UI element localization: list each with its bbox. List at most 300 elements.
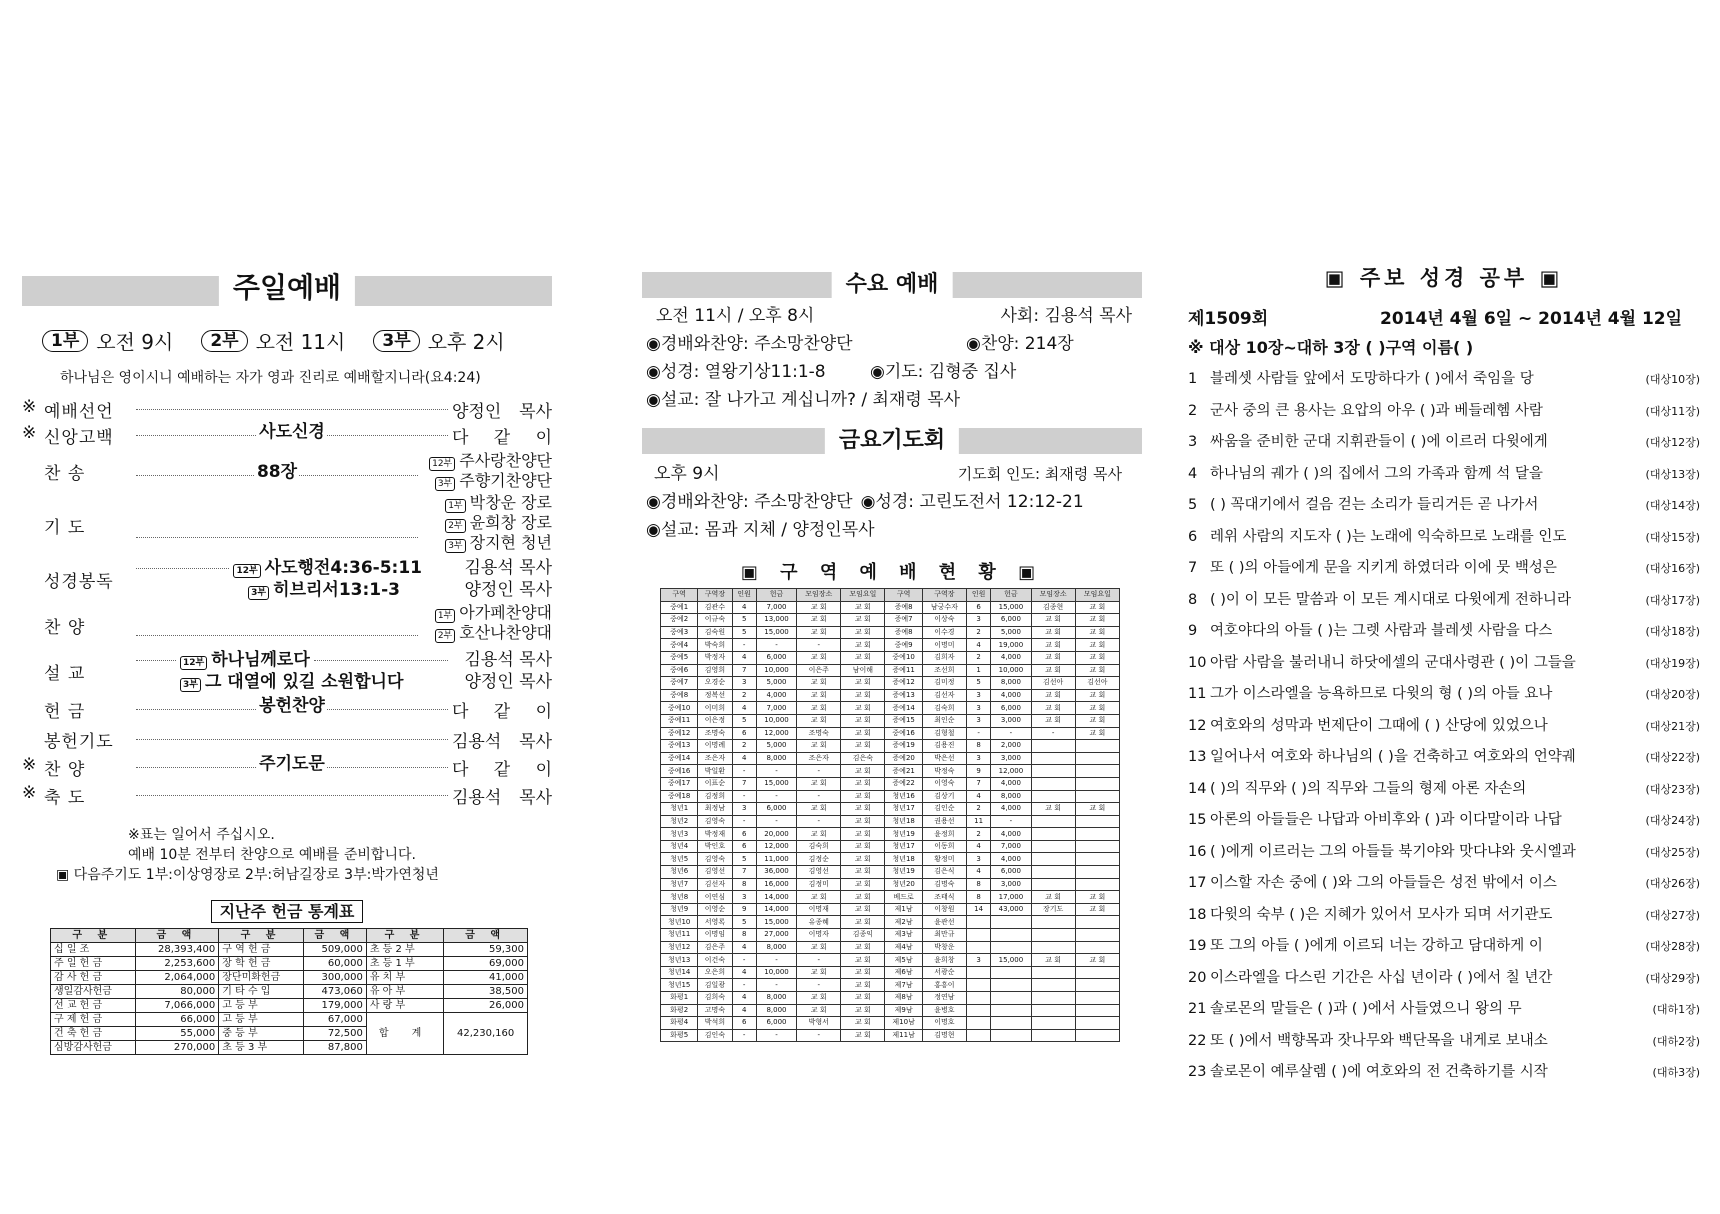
- district-cell: -: [797, 765, 841, 778]
- district-row: [661, 790, 1120, 803]
- district-cell: 4,000: [991, 651, 1031, 664]
- district-cell: 조은자: [797, 752, 841, 765]
- district-cell: 증예20: [885, 752, 922, 765]
- district-cell: 교 회: [1075, 614, 1119, 627]
- district-cell: 이상숙: [922, 614, 966, 627]
- question-reference: (대상11장): [1645, 404, 1700, 418]
- district-cell: 4,000: [756, 689, 796, 702]
- district-cell: 교 회: [841, 689, 885, 702]
- district-cell: 15,000: [756, 626, 796, 639]
- district-cell: [1075, 815, 1119, 828]
- district-cell: 중예13: [661, 740, 698, 753]
- district-cell: [1075, 790, 1119, 803]
- district-cell: 교 회: [797, 803, 841, 816]
- district-cell: 남이해: [841, 664, 885, 677]
- district-cell: 4,000: [991, 853, 1031, 866]
- offering-table-title: 지난주 헌금 통계표: [22, 899, 552, 922]
- sunday-title: 주일예배: [219, 268, 355, 308]
- district-cell: 14,000: [756, 891, 796, 904]
- question-text: 레위 사람의 지도자 ( )는 노래에 익숙하므로 노래를 인도: [1210, 528, 1567, 545]
- district-cell: 4: [732, 702, 756, 715]
- question-number: 18: [1188, 906, 1207, 923]
- district-cell: 교 회: [1031, 651, 1075, 664]
- district-cell: [1075, 866, 1119, 879]
- district-cell: -: [797, 790, 841, 803]
- district-cell: 김은숙: [841, 752, 885, 765]
- offering-cell: 사 랑 부: [366, 999, 443, 1013]
- order-call: ※ 예배선언 양정인 목사: [22, 397, 552, 422]
- district-cell: 교 회: [1075, 626, 1119, 639]
- offering-cell: 초 등 1 부: [366, 957, 443, 971]
- question-list: [1188, 364, 1700, 1089]
- district-cell: [991, 1029, 1031, 1042]
- offering-row: [51, 1013, 528, 1027]
- district-cell: 김정순: [797, 853, 841, 866]
- question-text: ( )에게 이르러는 그의 아들들 북기야와 맛다냐와 웃시엘과: [1210, 843, 1576, 860]
- question-reference: (대상15장): [1645, 530, 1700, 544]
- district-table: [660, 588, 1120, 1042]
- district-cell: 김은식: [922, 866, 966, 879]
- district-cell: 김명숙: [922, 878, 966, 891]
- district-header-cell: 인원: [732, 589, 756, 602]
- district-cell: 교 회: [841, 916, 885, 929]
- district-cell: 청년16: [885, 790, 922, 803]
- district-cell: 김숙희: [797, 840, 841, 853]
- study-question: [1188, 742, 1700, 774]
- district-cell: 교 회: [841, 803, 885, 816]
- question-number: 9: [1188, 623, 1198, 639]
- district-cell: 김희숙: [698, 992, 732, 1005]
- question-text: 솔로몬의 말들은 ( )과 ( )에서 사들였으니 왕의 무: [1210, 1001, 1522, 1017]
- district-cell: [966, 966, 990, 979]
- district-cell: [1031, 1004, 1075, 1017]
- district-cell: [991, 916, 1031, 929]
- district-cell: 1: [966, 664, 990, 677]
- district-cell: 중예8: [661, 689, 698, 702]
- study-question: [1188, 490, 1700, 522]
- district-cell: 43,000: [991, 903, 1031, 916]
- district-cell: [1075, 853, 1119, 866]
- offering-cell: 66,000: [135, 1013, 219, 1027]
- district-cell: 증예8: [885, 626, 922, 639]
- district-cell: 화평5: [661, 1029, 698, 1042]
- district-cell: 조선희: [922, 664, 966, 677]
- district-cell: 6: [732, 727, 756, 740]
- district-cell: 김명현: [922, 1029, 966, 1042]
- district-cell: 5: [732, 714, 756, 727]
- offering-cell: 2,253,600: [135, 957, 219, 971]
- district-header-cell: 구역: [885, 589, 922, 602]
- district-cell: 9: [732, 903, 756, 916]
- district-cell: 3: [966, 954, 990, 967]
- district-cell: 4: [966, 639, 990, 652]
- district-cell: 이동희: [922, 840, 966, 853]
- district-cell: 6: [732, 1017, 756, 1030]
- district-row: [661, 866, 1120, 879]
- district-cell: 5,000: [756, 740, 796, 753]
- district-cell: 김영희: [698, 664, 732, 677]
- district-cell: [966, 992, 990, 1005]
- district-cell: [1075, 1017, 1119, 1030]
- district-cell: 청년8: [661, 891, 698, 904]
- district-cell: 청년4: [661, 840, 698, 853]
- district-cell: 김영선: [797, 866, 841, 879]
- district-cell: 이연심: [698, 891, 732, 904]
- district-cell: 교 회: [1075, 702, 1119, 715]
- district-cell: 김상기: [922, 790, 966, 803]
- district-cell: 6,000: [991, 702, 1031, 715]
- district-cell: 이영순: [698, 903, 732, 916]
- wednesday-sermon: ◉설교: 잘 나가고 계십니까? / 최재령 목사: [646, 390, 961, 410]
- district-cell: 6,000: [756, 651, 796, 664]
- question-reference: (대상22장): [1645, 751, 1700, 764]
- district-cell: 이영숙: [922, 777, 966, 790]
- district-cell: 제10남: [885, 1017, 922, 1030]
- district-header-row: [661, 589, 1120, 602]
- district-cell: 교 회: [841, 878, 885, 891]
- district-cell: 교 회: [1075, 727, 1119, 740]
- district-cell: 7,000: [756, 702, 796, 715]
- district-cell: 중예1: [661, 601, 698, 614]
- district-cell: 교 회: [797, 651, 841, 664]
- district-cell: 7: [732, 866, 756, 879]
- district-cell: 윤정희: [922, 828, 966, 841]
- question-text: 여호와의 성막과 번제단이 그때에 ( ) 산당에 있었으나: [1210, 717, 1548, 734]
- district-cell: 7: [732, 664, 756, 677]
- district-cell: 이명임: [698, 929, 732, 942]
- district-cell: -: [991, 815, 1031, 828]
- district-cell: [1075, 765, 1119, 778]
- district-cell: 윤병호: [922, 1004, 966, 1017]
- district-cell: [1031, 966, 1075, 979]
- district-cell: 교 회: [797, 626, 841, 639]
- district-cell: 증예22: [885, 777, 922, 790]
- question-reference: (대하2장): [1652, 1034, 1700, 1048]
- district-cell: 중예18: [661, 790, 698, 803]
- district-row: [661, 651, 1120, 664]
- hymn-choir-2: 3부 주향기찬양단: [435, 471, 552, 491]
- district-cell: [1031, 777, 1075, 790]
- wednesday-time: 오전 11시 / 오후 8시: [656, 306, 815, 326]
- question-number: 16: [1188, 843, 1207, 860]
- order-creed: ※ 신앙고백 사도신경 다 같 이: [22, 422, 552, 448]
- district-row: [661, 677, 1120, 690]
- district-cell: 8,000: [756, 992, 796, 1005]
- district-cell: 청년15: [661, 979, 698, 992]
- district-cell: 김희자: [922, 651, 966, 664]
- district-cell: 중예6: [661, 664, 698, 677]
- district-cell: 4,000: [991, 803, 1031, 816]
- district-cell: 오경순: [698, 677, 732, 690]
- study-question: [1188, 963, 1700, 995]
- district-row: [661, 966, 1120, 979]
- study-question: [1188, 900, 1700, 932]
- district-cell: 김선아: [1031, 677, 1075, 690]
- question-text: 또 그의 아들 ( )에게 이르되 너는 강하고 담대하게 이: [1210, 938, 1543, 954]
- district-cell: [1075, 941, 1119, 954]
- district-cell: 교 회: [841, 651, 885, 664]
- district-cell: 조은자: [698, 752, 732, 765]
- order-blessing: ※ 축 도 김용석 목사: [22, 783, 552, 808]
- question-number: 4: [1188, 465, 1198, 482]
- district-cell: -: [732, 639, 756, 652]
- district-cell: [1031, 752, 1075, 765]
- study-question: [1188, 364, 1700, 396]
- district-cell: 9: [966, 765, 990, 778]
- district-cell: 27,000: [756, 929, 796, 942]
- district-cell: [1075, 878, 1119, 891]
- district-cell: 청년17: [885, 840, 922, 853]
- offering-row: [51, 999, 528, 1013]
- district-row: [661, 1017, 1120, 1030]
- district-cell: 7,000: [756, 601, 796, 614]
- district-cell: 최인순: [922, 714, 966, 727]
- offering-cell: 60,000: [303, 957, 366, 971]
- district-cell: 5: [732, 916, 756, 929]
- district-row: [661, 601, 1120, 614]
- district-cell: 12,000: [756, 840, 796, 853]
- district-cell: [1031, 828, 1075, 841]
- district-cell: 홍흥이: [922, 979, 966, 992]
- district-cell: 교 회: [797, 689, 841, 702]
- district-cell: 교 회: [841, 979, 885, 992]
- offering-cell: 80,000: [135, 985, 219, 999]
- district-cell: -: [1031, 727, 1075, 740]
- district-cell: 12,000: [991, 765, 1031, 778]
- district-cell: 교 회: [1075, 714, 1119, 727]
- district-cell: 이표순: [698, 777, 732, 790]
- district-cell: -: [797, 954, 841, 967]
- offering-cell: 42,230,160: [444, 1013, 528, 1055]
- wednesday-host: 사회: 김용석 목사: [1000, 306, 1132, 326]
- district-cell: -: [756, 815, 796, 828]
- district-row: [661, 1029, 1120, 1042]
- question-number: 1: [1188, 371, 1198, 387]
- district-cell: [991, 992, 1031, 1005]
- district-cell: 교 회: [841, 702, 885, 715]
- district-cell: [966, 1029, 990, 1042]
- question-number: 14: [1188, 780, 1207, 797]
- reading-1: 12부 사도행전4:36-5:11 김용석 목사: [132, 557, 552, 579]
- offering-cell: 초 등 2 부: [366, 943, 443, 957]
- district-cell: 2: [966, 803, 990, 816]
- district-cell: 교 회: [1031, 714, 1075, 727]
- district-cell: 4,000: [991, 777, 1031, 790]
- district-cell: 3: [732, 891, 756, 904]
- district-cell: -: [732, 1029, 756, 1042]
- district-cell: 4: [732, 966, 756, 979]
- study-question: [1188, 648, 1700, 680]
- offering-cell: 유 치 부: [366, 971, 443, 985]
- district-cell: 청년20: [885, 878, 922, 891]
- district-cell: -: [966, 727, 990, 740]
- district-cell: 교 회: [797, 992, 841, 1005]
- district-cell: 이건숙: [698, 954, 732, 967]
- question-reference: (대하1장): [1652, 1003, 1700, 1016]
- district-cell: 김인숙: [698, 1029, 732, 1042]
- district-cell: 중예16: [885, 727, 922, 740]
- offering-cell: 합 계: [366, 1013, 443, 1055]
- district-cell: 청년18: [885, 853, 922, 866]
- district-cell: 서광순: [922, 966, 966, 979]
- district-cell: [1075, 916, 1119, 929]
- offering-cell: 십 일 조: [51, 943, 136, 957]
- question-reference: (대상23장): [1645, 782, 1700, 796]
- district-cell: 제7남: [885, 979, 922, 992]
- service-times: [42, 326, 552, 355]
- district-cell: 김선자: [698, 878, 732, 891]
- order-sermon: 설 교 12부 하나님께로다 김용석 목사 3부 그 대열에 있길 소원합니다 양정인 목사: [44, 650, 552, 692]
- district-cell: 교 회: [1031, 891, 1075, 904]
- district-cell: [1031, 790, 1075, 803]
- district-cell: 교 회: [1075, 651, 1119, 664]
- district-cell: 교 회: [797, 828, 841, 841]
- district-cell: 김영숙: [698, 853, 732, 866]
- district-cell: [1031, 815, 1075, 828]
- district-cell: 교 회: [841, 853, 885, 866]
- district-cell: 청년7: [661, 878, 698, 891]
- district-cell: 교 회: [1031, 803, 1075, 816]
- wednesday-title: 수요 예배: [832, 268, 953, 302]
- district-cell: 정연남: [922, 992, 966, 1005]
- district-cell: [1075, 979, 1119, 992]
- district-cell: [1031, 941, 1075, 954]
- district-cell: [1031, 979, 1075, 992]
- offering-cell: 7,066,000: [135, 999, 219, 1013]
- district-cell: 6,000: [991, 614, 1031, 627]
- district-cell: 7: [732, 777, 756, 790]
- district-cell: 교 회: [841, 891, 885, 904]
- district-cell: 교 회: [841, 765, 885, 778]
- reading-2: 3부 히브리서13:1-3 양정인 목사: [132, 579, 552, 601]
- study-question: [1188, 459, 1700, 491]
- offering-cell: 장 학 헌 금: [219, 957, 304, 971]
- district-cell: 36,000: [756, 866, 796, 879]
- district-cell: 4: [732, 1004, 756, 1017]
- district-cell: 5: [732, 853, 756, 866]
- district-cell: 3,000: [991, 752, 1031, 765]
- district-cell: 6: [966, 601, 990, 614]
- wednesday-title-bar: [642, 272, 1142, 298]
- district-cell: 3,000: [991, 714, 1031, 727]
- offering-cell: 69,000: [444, 957, 528, 971]
- note-prepare: 예배 10분 전부터 찬양으로 예배를 준비합니다.: [128, 847, 416, 863]
- district-cell: 15,000: [756, 916, 796, 929]
- district-cell: 베드로: [885, 891, 922, 904]
- district-cell: -: [991, 727, 1031, 740]
- district-cell: 중예10: [661, 702, 698, 715]
- offering-cell: 주 일 헌 금: [51, 957, 136, 971]
- offering-row: [51, 985, 528, 999]
- district-cell: 김숙원: [698, 626, 732, 639]
- question-reference: (대상18장): [1645, 625, 1700, 638]
- offering-cell: 생일감사헌금: [51, 985, 136, 999]
- district-row: [661, 878, 1120, 891]
- district-cell: 이수경: [922, 626, 966, 639]
- district-cell: 8: [966, 878, 990, 891]
- district-cell: 교 회: [841, 840, 885, 853]
- district-cell: 교 회: [841, 740, 885, 753]
- district-cell: 조명숙: [698, 727, 732, 740]
- district-cell: 고명숙: [698, 1004, 732, 1017]
- district-cell: 6,000: [756, 1017, 796, 1030]
- district-cell: 중예4: [661, 639, 698, 652]
- district-cell: 권용선: [922, 815, 966, 828]
- district-cell: 교 회: [1031, 664, 1075, 677]
- district-cell: 중예3: [661, 626, 698, 639]
- district-cell: 3: [966, 853, 990, 866]
- district-cell: [1031, 916, 1075, 929]
- district-cell: 중예5: [661, 651, 698, 664]
- district-row: [661, 639, 1120, 652]
- district-cell: 교 회: [797, 891, 841, 904]
- district-title: ▣ 구 역 예 배 현 황 ▣: [740, 562, 1044, 583]
- district-cell: 김미정: [922, 677, 966, 690]
- district-cell: 8,000: [756, 752, 796, 765]
- district-cell: 최정남: [698, 803, 732, 816]
- district-cell: 청년19: [885, 866, 922, 879]
- district-cell: 중예12: [661, 727, 698, 740]
- offering-cell: 87,800: [303, 1041, 366, 1055]
- district-cell: 교 회: [797, 1004, 841, 1017]
- district-cell: 정복선: [698, 689, 732, 702]
- district-row: [661, 891, 1120, 904]
- study-question: [1188, 711, 1700, 743]
- district-cell: 교 회: [797, 702, 841, 715]
- question-number: 21: [1188, 1001, 1207, 1017]
- study-question: [1188, 931, 1700, 963]
- district-cell: [966, 1017, 990, 1030]
- district-row: [661, 714, 1120, 727]
- district-cell: 11: [966, 815, 990, 828]
- district-cell: 김선자: [922, 689, 966, 702]
- district-cell: 교 회: [841, 727, 885, 740]
- district-cell: 중예7: [661, 677, 698, 690]
- district-cell: 김종익: [841, 929, 885, 942]
- district-cell: 교 회: [841, 966, 885, 979]
- district-row: [661, 752, 1120, 765]
- district-cell: 증예21: [885, 765, 922, 778]
- question-text: 또 ( )에서 백향목과 잣나무와 백단목을 내게로 보내소: [1210, 1032, 1548, 1049]
- district-cell: 교 회: [841, 903, 885, 916]
- district-header-cell: 구역: [661, 589, 698, 602]
- district-cell: 남궁수자: [922, 601, 966, 614]
- bible-study-section: [1188, 262, 1700, 1089]
- district-cell: 청년3: [661, 828, 698, 841]
- district-cell: 10,000: [991, 664, 1031, 677]
- district-cell: 장기도: [1031, 903, 1075, 916]
- question-number: 7: [1188, 560, 1198, 576]
- question-reference: (대상26장): [1645, 877, 1700, 890]
- district-cell: 교 회: [1075, 664, 1119, 677]
- sunday-title-bar: [22, 271, 552, 306]
- district-cell: [1075, 740, 1119, 753]
- district-cell: 이명호: [922, 1017, 966, 1030]
- theme-verse: 하나님은 영이시니 예배하는 자가 영과 진리로 예배할지니라(요4:24): [60, 370, 481, 386]
- district-cell: 8,000: [991, 677, 1031, 690]
- district-cell: 3: [732, 803, 756, 816]
- district-cell: 제9남: [885, 1004, 922, 1017]
- district-cell: 박일환: [698, 765, 732, 778]
- offering-cell: 중 등 부: [219, 1027, 304, 1041]
- district-cell: 교 회: [1075, 803, 1119, 816]
- district-cell: 박창운: [922, 941, 966, 954]
- offering-row: [51, 943, 528, 957]
- study-range: ※ 대상 10장~대하 3장 ( )구역 이름( ): [1188, 338, 1474, 357]
- district-cell: 2,000: [991, 740, 1031, 753]
- district-cell: 5: [732, 614, 756, 627]
- district-cell: 17,000: [991, 891, 1031, 904]
